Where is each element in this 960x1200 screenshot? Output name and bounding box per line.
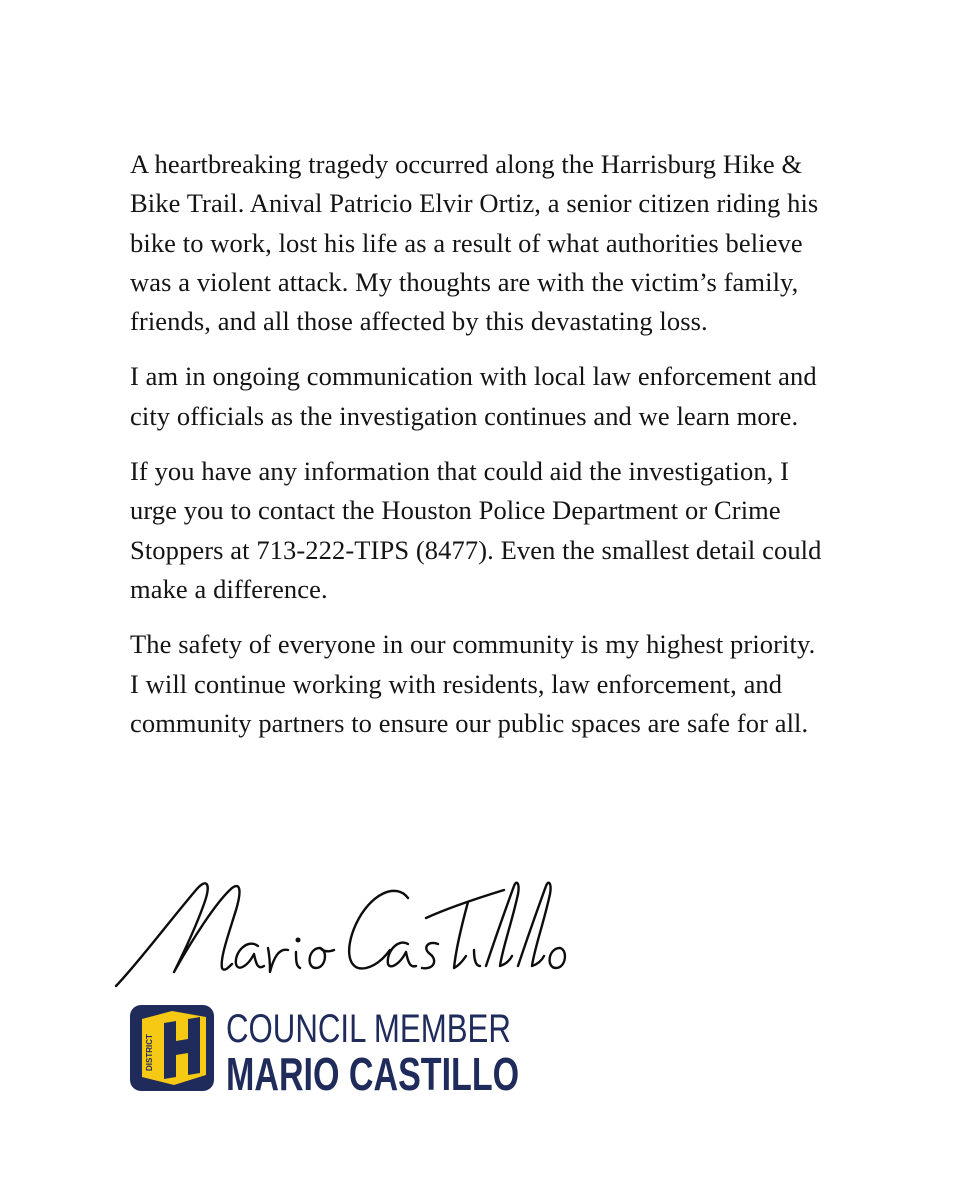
statement-paragraph: If you have any information that could aid the investigation, I urge you to contact the Houston Police Department or Crime Stoppers at 713-222-TIPS (8477). Even the smallest detail could make a difference.: [130, 456, 822, 604]
signature-image: [108, 868, 568, 998]
statement-paragraph: A heartbreaking tragedy occurred along the Harrisburg Hike & Bike Trail. Anival Patricio Elvir Ortiz, a senior citizen riding his bike to work, lost his life as a result of what authorities believe was a violent attack. My thoughts are with the victim’s family, friends, and all those affected by this devastating loss.: [130, 149, 819, 337]
district-label: DISTRICT: [145, 1034, 154, 1071]
council-member-logo: [130, 1005, 530, 1100]
statement-body: [130, 145, 830, 759]
statement-paragraph: The safety of everyone in our community is my highest priority. I will continue working with residents, law enforcement, and community partners to ensure our public spaces are safe for all.: [130, 629, 816, 738]
statement-paragraph: I am in ongoing communication with local law enforcement and city officials as the investigation continues and we learn more.: [130, 361, 817, 431]
logo-name: MARIO CASTILLO: [226, 1048, 520, 1100]
logo-title: COUNCIL MEMBER: [226, 1007, 511, 1051]
district-h-logo-icon: [130, 1005, 214, 1091]
